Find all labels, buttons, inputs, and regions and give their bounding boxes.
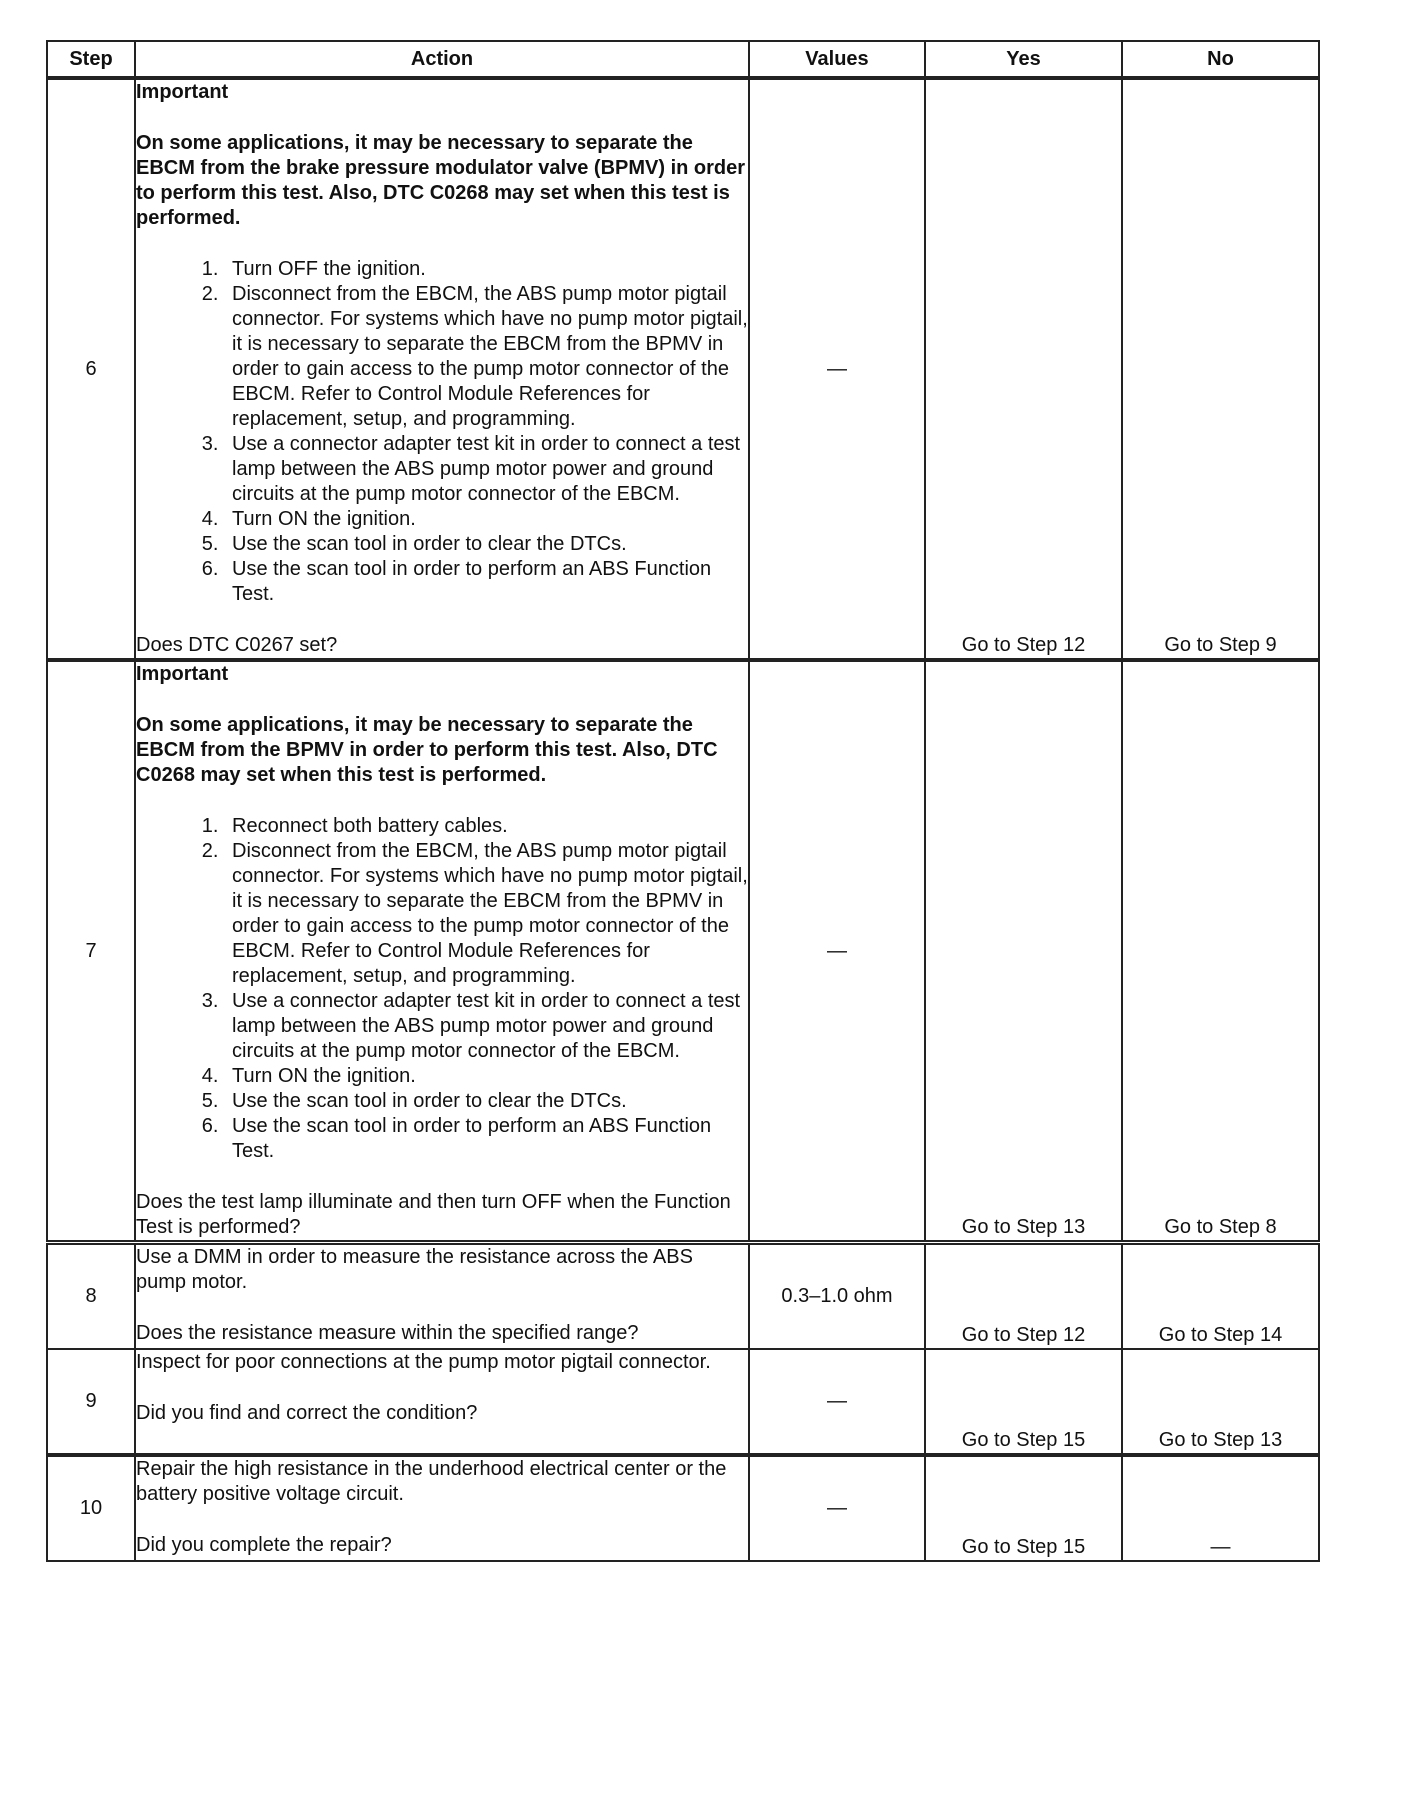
- table-row: [47, 1349, 1319, 1455]
- action-cell: [135, 1349, 749, 1455]
- list-item: 5. Use the scan tool in order to clear the DTCs.: [224, 532, 748, 557]
- list-item: 4. Turn ON the ignition.: [224, 1064, 748, 1089]
- yes-cell: Go to Step 15: [925, 1455, 1122, 1561]
- procedure-list: [136, 814, 748, 1164]
- action-cell: [135, 660, 749, 1243]
- list-item: 3. Use a connector adapter test kit in order to connect a test lamp between the ABS pump motor power and ground circuits at the pump motor connector of the EBCM.: [224, 432, 748, 507]
- table-row: [47, 660, 1319, 1243]
- values-cell: —: [749, 1349, 925, 1455]
- question-text: Did you find and correct the condition?: [136, 1401, 478, 1424]
- instruction-text: Repair the high resistance in the underhood electrical center or the battery positive voltage circuit.: [136, 1457, 727, 1505]
- header-step: Step: [47, 41, 135, 78]
- table-row: [47, 1243, 1319, 1349]
- table-row: [47, 78, 1319, 660]
- step-number: 9: [47, 1349, 135, 1455]
- action-cell: [135, 1455, 749, 1561]
- no-cell: Go to Step 8: [1122, 660, 1319, 1243]
- table-row: [47, 1455, 1319, 1561]
- list-item: 5. Use the scan tool in order to clear the DTCs.: [224, 1089, 748, 1114]
- step-number: 6: [47, 78, 135, 660]
- yes-cell: Go to Step 15: [925, 1349, 1122, 1455]
- important-label: Important: [136, 663, 229, 685]
- yes-cell: Go to Step 12: [925, 78, 1122, 660]
- list-item: 1. Turn OFF the ignition.: [224, 257, 748, 282]
- action-cell: [135, 1243, 749, 1349]
- procedure-list: [136, 257, 748, 607]
- important-text: On some applications, it may be necessary to separate the EBCM from the BPMV in order to perform this test. Also, DTC C0268 may set when this test is performed.: [136, 714, 718, 786]
- header-values: Values: [749, 41, 925, 78]
- list-item: 6. Use the scan tool in order to perform an ABS Function Test.: [224, 1114, 748, 1164]
- list-item: 4. Turn ON the ignition.: [224, 507, 748, 532]
- header-row: [47, 41, 1319, 78]
- list-item: 2. Disconnect from the EBCM, the ABS pump motor pigtail connector. For systems which have no pump motor pigtail, it is necessary to separate the EBCM from the BPMV in order to gain access to the pump motor connector of the EBCM. Refer to Control Module References for replacement, setup, and programming.: [224, 839, 748, 989]
- values-cell: 0.3–1.0 ohm: [749, 1243, 925, 1349]
- list-item: 2. Disconnect from the EBCM, the ABS pump motor pigtail connector. For systems which have no pump motor pigtail, it is necessary to separate the EBCM from the BPMV in order to gain access to the pump motor connector of the EBCM. Refer to Control Module References for replacement, setup, and programming.: [224, 282, 748, 432]
- list-item: 3. Use a connector adapter test kit in order to connect a test lamp between the ABS pump motor power and ground circuits at the pump motor connector of the EBCM.: [224, 989, 748, 1064]
- values-cell: —: [749, 78, 925, 660]
- header-no: No: [1122, 41, 1319, 78]
- question-text: Did you complete the repair?: [136, 1533, 392, 1556]
- yes-cell: Go to Step 13: [925, 660, 1122, 1243]
- no-cell: Go to Step 13: [1122, 1349, 1319, 1455]
- action-cell: [135, 78, 749, 660]
- important-text: On some applications, it may be necessary to separate the EBCM from the brake pressure modulator valve (BPMV) in order to perform this test. Also, DTC C0268 may set when this test is performed.: [136, 132, 746, 229]
- question-text: Does DTC C0267 set?: [136, 634, 338, 656]
- question-text: Does the test lamp illuminate and then turn OFF when the Function Test is performed?: [136, 1191, 731, 1238]
- important-label: Important: [136, 81, 229, 103]
- header-action: Action: [135, 41, 749, 78]
- step-number: 7: [47, 660, 135, 1243]
- no-cell: —: [1122, 1455, 1319, 1561]
- no-cell: Go to Step 14: [1122, 1243, 1319, 1349]
- step-number: 10: [47, 1455, 135, 1561]
- values-cell: —: [749, 660, 925, 1243]
- list-item: 6. Use the scan tool in order to perform an ABS Function Test.: [224, 557, 748, 607]
- yes-cell: Go to Step 12: [925, 1243, 1122, 1349]
- list-item: 1. Reconnect both battery cables.: [224, 814, 748, 839]
- no-cell: Go to Step 9: [1122, 78, 1319, 660]
- diagnostic-table: [46, 40, 1320, 1562]
- instruction-text: Use a DMM in order to measure the resistance across the ABS pump motor.: [136, 1246, 693, 1293]
- step-number: 8: [47, 1243, 135, 1349]
- question-text: Does the resistance measure within the specified range?: [136, 1322, 639, 1344]
- values-cell: —: [749, 1455, 925, 1561]
- header-yes: Yes: [925, 41, 1122, 78]
- instruction-text: Inspect for poor connections at the pump motor pigtail connector.: [136, 1350, 711, 1373]
